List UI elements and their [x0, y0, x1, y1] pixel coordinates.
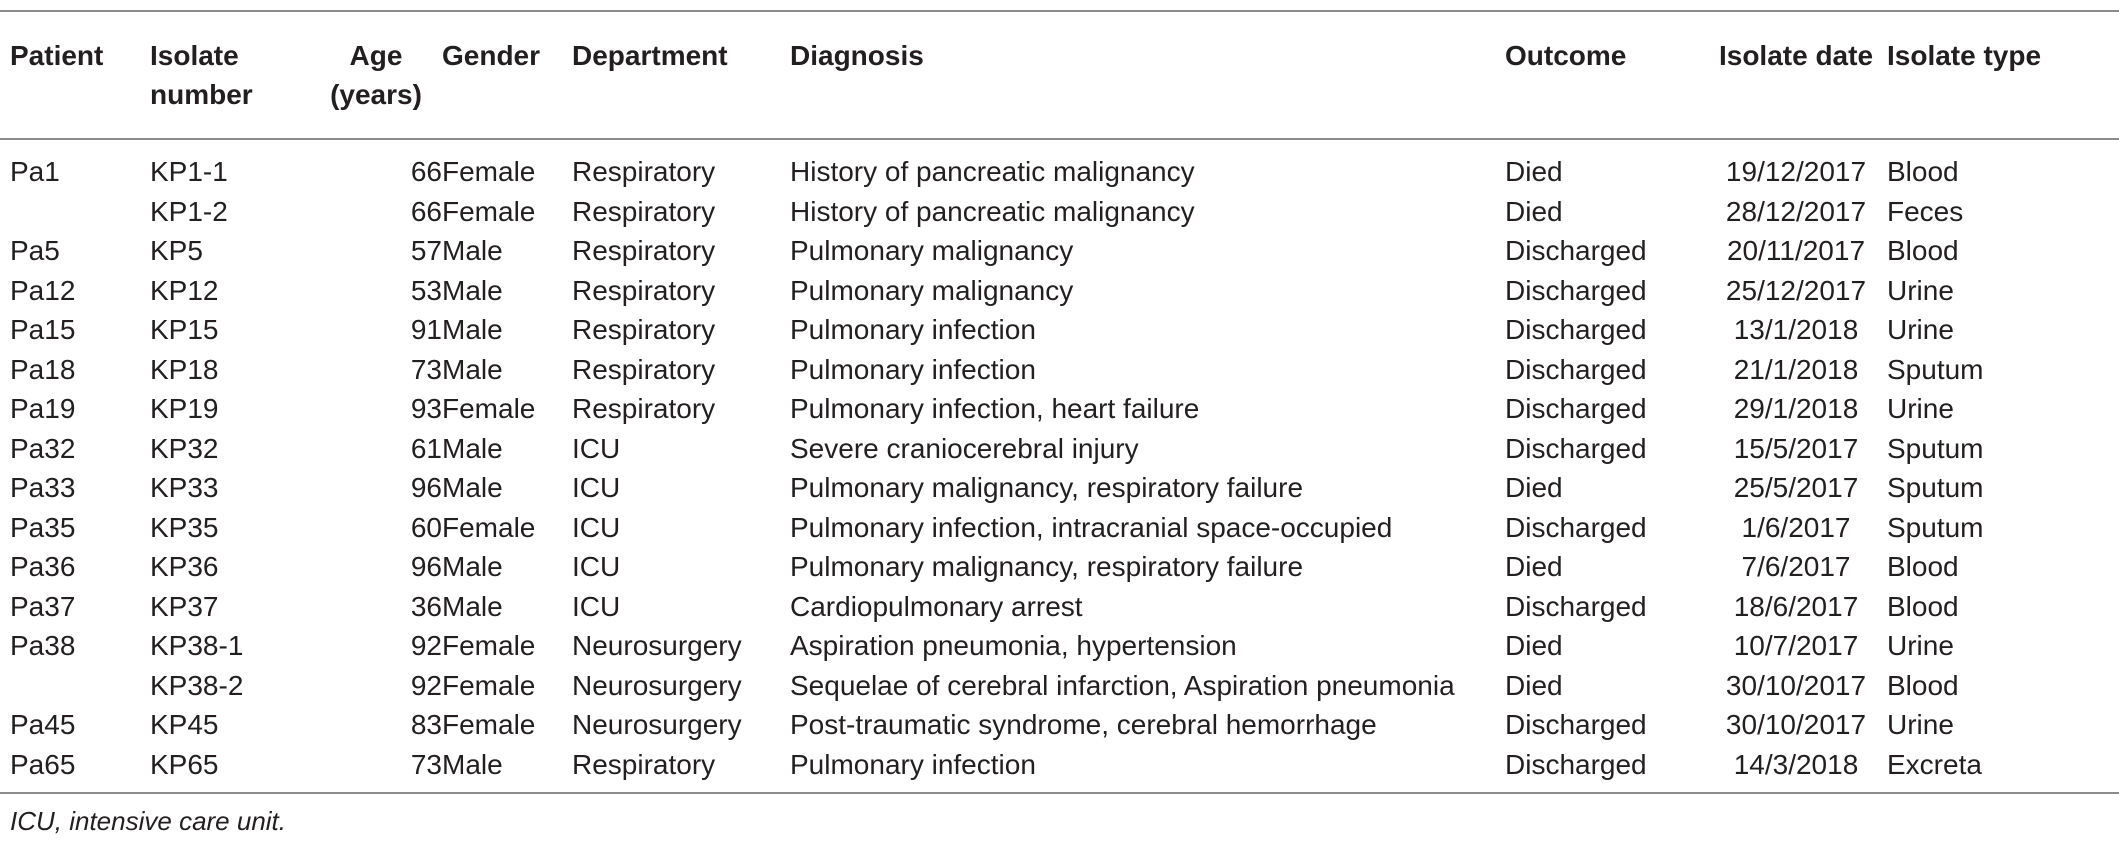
cell-outcome: Discharged: [1505, 393, 1647, 424]
table-row: [0, 745, 2119, 793]
cell-isolate-date: 21/1/2018: [1733, 353, 1859, 385]
cell-isolate-type: Urine: [1887, 274, 1954, 306]
cell-isolate-type: Urine: [1887, 709, 1954, 740]
cell-patient: Pa18: [10, 353, 76, 385]
cell-department: Respiratory: [572, 353, 716, 385]
cell-patient: Pa33: [10, 472, 76, 503]
cell-diagnosis: History of pancreatic malignancy: [790, 156, 1195, 187]
cell-diagnosis: Pulmonary malignancy: [790, 274, 1074, 306]
cell-gender: Female: [442, 156, 536, 187]
cell-isolate-number: KP33: [150, 472, 219, 503]
cell-diagnosis: Pulmonary infection: [790, 748, 1036, 780]
table-bottom-rule: [0, 792, 2119, 794]
cell-outcome: Discharged: [1505, 590, 1647, 622]
cell-outcome: Discharged: [1505, 748, 1647, 780]
header-department: Department: [572, 12, 790, 139]
cell-age: 66: [410, 156, 442, 187]
header-isolate-number-line1: Isolate: [150, 40, 239, 71]
cell-age: 93: [410, 393, 442, 424]
cell-isolate-number: KP36: [150, 551, 219, 582]
cell-isolate-date: 29/1/2018: [1733, 393, 1859, 424]
cell-department: Neurosurgery: [572, 709, 742, 740]
cell-age: 57: [410, 235, 442, 266]
cell-isolate-number: KP38-1: [150, 630, 244, 661]
cell-age: 92: [410, 630, 442, 661]
cell-diagnosis: Pulmonary infection, heart failure: [790, 393, 1200, 424]
table-figure: [0, 10, 2119, 837]
cell-gender: Male: [442, 472, 503, 503]
cell-isolate-number: KP45: [150, 709, 219, 740]
cell-outcome: Discharged: [1505, 235, 1647, 266]
table-footnote: ICU, intensive care unit.: [10, 806, 287, 836]
table-row: [0, 429, 2119, 469]
cell-department: Respiratory: [572, 274, 716, 306]
cell-isolate-date: 30/10/2017: [1725, 709, 1867, 740]
cell-isolate-number: KP38-2: [150, 669, 244, 701]
cell-outcome: Died: [1505, 669, 1563, 701]
cell-outcome: Discharged: [1505, 511, 1647, 543]
cell-diagnosis: Pulmonary malignancy, respiratory failure: [790, 551, 1304, 582]
cell-isolate-date: 25/12/2017: [1725, 274, 1867, 306]
cell-gender: Female: [442, 393, 536, 424]
table-row: [0, 626, 2119, 666]
cell-diagnosis: Pulmonary infection, intracranial space-occupied: [790, 511, 1393, 543]
cell-outcome: Died: [1505, 195, 1563, 227]
header-patient: Patient: [0, 12, 150, 139]
cell-patient: [0, 192, 150, 232]
cell-department: ICU: [572, 511, 621, 543]
cell-age: 91: [410, 314, 442, 345]
cell-patient: Pa32: [10, 432, 76, 464]
table-row: [0, 468, 2119, 508]
cell-diagnosis: Pulmonary malignancy: [790, 235, 1074, 266]
cell-department: ICU: [572, 551, 621, 582]
table-row: [0, 350, 2119, 390]
header-isolate-number-line2: number: [150, 79, 253, 110]
cell-isolate-date: 13/1/2018: [1733, 314, 1859, 345]
cell-gender: Female: [442, 195, 536, 227]
cell-age: 36: [410, 590, 442, 622]
cell-department: Neurosurgery: [572, 669, 742, 701]
cell-diagnosis: Severe craniocerebral injury: [790, 432, 1139, 464]
header-isolate-type: Isolate type: [1887, 12, 2119, 139]
cell-gender: Female: [442, 630, 536, 661]
cell-patient: Pa12: [10, 274, 76, 306]
cell-gender: Male: [442, 748, 503, 780]
header-isolate-number: [150, 12, 310, 139]
cell-patient: Pa45: [10, 709, 76, 740]
cell-department: Respiratory: [572, 314, 716, 345]
cell-isolate-number: KP32: [150, 432, 219, 464]
cell-gender: Female: [442, 709, 536, 740]
cell-isolate-date: 19/12/2017: [1725, 156, 1867, 187]
cell-gender: Male: [442, 235, 503, 266]
cell-outcome: Died: [1505, 551, 1563, 582]
header-age: [310, 12, 442, 139]
cell-isolate-type: Sputum: [1887, 432, 1984, 464]
cell-age: 53: [410, 274, 442, 306]
header-age-line2: (years): [330, 79, 422, 110]
table-row: [0, 310, 2119, 350]
cell-isolate-date: 1/6/2017: [1741, 511, 1851, 543]
cell-department: Respiratory: [572, 156, 716, 187]
cell-department: Neurosurgery: [572, 630, 742, 661]
header-age-line1: Age: [349, 40, 403, 71]
isolates-table: [0, 12, 2119, 792]
cell-isolate-number: KP19: [150, 393, 219, 424]
cell-age: 66: [410, 195, 442, 227]
cell-patient: Pa5: [10, 235, 60, 266]
header-diagnosis: Diagnosis: [790, 12, 1505, 139]
table-row: [0, 271, 2119, 311]
cell-isolate-type: Blood: [1887, 551, 1959, 582]
header-outcome: Outcome: [1505, 12, 1705, 139]
table-row: [0, 192, 2119, 232]
table-header-row: [0, 12, 2119, 139]
cell-patient: Pa15: [10, 314, 76, 345]
cell-isolate-type: Sputum: [1887, 353, 1984, 385]
cell-department: Respiratory: [572, 195, 716, 227]
cell-patient: Pa35: [10, 511, 76, 543]
cell-department: Respiratory: [572, 748, 716, 780]
header-isolate-date: Isolate date: [1705, 12, 1887, 139]
cell-age: 83: [410, 709, 442, 740]
cell-patient: Pa36: [10, 551, 76, 582]
cell-isolate-type: Blood: [1887, 590, 1959, 622]
cell-isolate-date: 18/6/2017: [1733, 590, 1859, 622]
cell-isolate-type: Sputum: [1887, 511, 1984, 543]
cell-outcome: Discharged: [1505, 432, 1647, 464]
table-row: [0, 231, 2119, 271]
cell-gender: Male: [442, 314, 503, 345]
cell-isolate-number: KP65: [150, 748, 219, 780]
table-row: [0, 587, 2119, 627]
cell-patient: [0, 666, 150, 706]
cell-diagnosis: Pulmonary malignancy, respiratory failure: [790, 472, 1304, 503]
cell-diagnosis: Aspiration pneumonia, hypertension: [790, 630, 1237, 661]
cell-isolate-date: 10/7/2017: [1733, 630, 1859, 661]
cell-gender: Male: [442, 353, 503, 385]
cell-outcome: Discharged: [1505, 314, 1647, 345]
cell-isolate-date: 28/12/2017: [1725, 195, 1867, 227]
cell-department: ICU: [572, 432, 621, 464]
cell-isolate-date: 15/5/2017: [1733, 432, 1859, 464]
cell-age: 60: [410, 511, 442, 543]
cell-diagnosis: Sequelae of cerebral infarction, Aspiration pneumonia: [790, 669, 1455, 701]
cell-isolate-date: 7/6/2017: [1741, 551, 1851, 582]
cell-age: 96: [410, 551, 442, 582]
cell-isolate-type: Feces: [1887, 195, 1964, 227]
cell-isolate-type: Blood: [1887, 235, 1959, 266]
cell-age: 73: [410, 353, 442, 385]
cell-isolate-type: Excreta: [1887, 748, 1982, 780]
cell-outcome: Died: [1505, 630, 1563, 661]
table-body: [0, 139, 2119, 792]
cell-patient: Pa38: [10, 630, 76, 661]
cell-isolate-date: 20/11/2017: [1726, 235, 1866, 266]
cell-diagnosis: Pulmonary infection: [790, 353, 1036, 385]
cell-gender: Male: [442, 590, 503, 622]
cell-patient: Pa19: [10, 393, 76, 424]
cell-diagnosis: History of pancreatic malignancy: [790, 195, 1195, 227]
cell-isolate-date: 25/5/2017: [1733, 472, 1859, 503]
cell-department: ICU: [572, 590, 621, 622]
cell-age: 61: [410, 432, 442, 464]
cell-gender: Female: [442, 669, 536, 701]
cell-isolate-type: Urine: [1887, 630, 1954, 661]
cell-outcome: Discharged: [1505, 353, 1647, 385]
cell-outcome: Died: [1505, 156, 1563, 187]
cell-isolate-date: 30/10/2017: [1725, 669, 1867, 701]
cell-isolate-type: Sputum: [1887, 472, 1984, 503]
cell-isolate-type: Urine: [1887, 393, 1954, 424]
cell-gender: Male: [442, 432, 503, 464]
cell-isolate-date: 14/3/2018: [1733, 748, 1859, 780]
cell-age: 96: [410, 472, 442, 503]
cell-age: 73: [410, 748, 442, 780]
cell-gender: Male: [442, 551, 503, 582]
table-row: [0, 547, 2119, 587]
table-row: [0, 705, 2119, 745]
cell-isolate-number: KP1-2: [150, 195, 228, 227]
cell-isolate-number: KP15: [150, 314, 219, 345]
cell-age: 92: [410, 669, 442, 701]
cell-department: Respiratory: [572, 235, 716, 266]
cell-gender: Male: [442, 274, 503, 306]
cell-diagnosis: Post-traumatic syndrome, cerebral hemorrhage: [790, 709, 1377, 740]
cell-patient: Pa65: [10, 748, 76, 780]
cell-isolate-type: Blood: [1887, 669, 1959, 701]
table-row: [0, 666, 2119, 706]
cell-isolate-number: KP1-1: [150, 156, 228, 187]
cell-isolate-number: KP5: [150, 235, 203, 266]
cell-isolate-type: Urine: [1887, 314, 1954, 345]
cell-outcome: Discharged: [1505, 709, 1647, 740]
cell-isolate-number: KP37: [150, 590, 219, 622]
cell-diagnosis: Cardiopulmonary arrest: [790, 590, 1083, 622]
cell-department: Respiratory: [572, 393, 716, 424]
cell-outcome: Died: [1505, 472, 1563, 503]
table-row: [0, 508, 2119, 548]
header-gender: Gender: [442, 12, 572, 139]
cell-outcome: Discharged: [1505, 274, 1647, 306]
cell-isolate-number: KP18: [150, 353, 219, 385]
table-row: [0, 139, 2119, 192]
cell-patient: Pa1: [10, 156, 60, 187]
cell-department: ICU: [572, 472, 621, 503]
cell-isolate-number: KP12: [150, 274, 219, 306]
cell-gender: Female: [442, 511, 536, 543]
cell-patient: Pa37: [10, 590, 76, 622]
table-row: [0, 389, 2119, 429]
cell-isolate-type: Blood: [1887, 156, 1959, 187]
cell-isolate-number: KP35: [150, 511, 219, 543]
cell-diagnosis: Pulmonary infection: [790, 314, 1036, 345]
